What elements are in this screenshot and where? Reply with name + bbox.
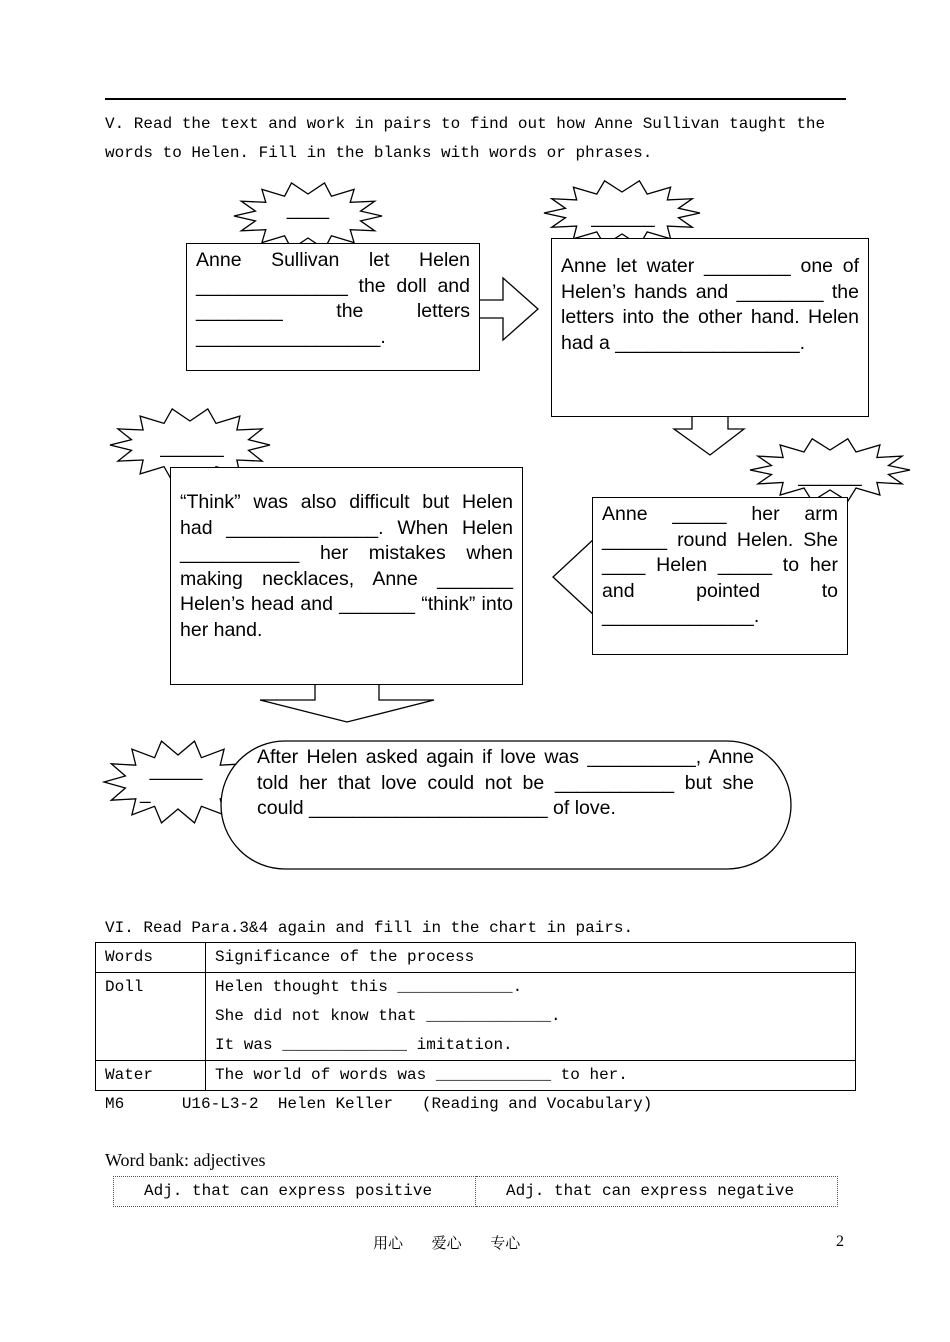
star-label-5a: _____	[149, 760, 203, 781]
arrow-right	[477, 278, 538, 340]
word-bank-table	[113, 1176, 838, 1207]
lesson-code: M6	[105, 1095, 125, 1113]
doll-line-1: Helen thought this ____________.	[215, 978, 523, 996]
row-word-water: Water	[96, 1061, 206, 1091]
doll-line-2: She did not know that _____________.	[215, 1007, 561, 1025]
word-bank-negative: Adj. that can express negative	[476, 1177, 838, 1207]
star-label-5b: _	[140, 783, 151, 804]
row-doll-lines	[206, 973, 856, 1061]
footer-motto-2: 爱心	[431, 1234, 462, 1252]
table-row	[96, 1061, 856, 1091]
chart-header-row	[96, 943, 856, 973]
table-row	[96, 973, 856, 1061]
flow-box-1: Anne Sullivan let Helen ______________ the doll and ________ the letters _________________.	[186, 243, 480, 371]
star-label-2: ______	[591, 207, 655, 228]
arrow-left	[553, 538, 595, 616]
lesson-unit: U16-L3-2	[181, 1095, 259, 1113]
star-label-3: ______	[160, 437, 224, 458]
star-label-4: ______	[798, 466, 862, 487]
word-bank-positive: Adj. that can express positive	[114, 1177, 476, 1207]
star-label-1: ____	[286, 199, 330, 220]
table-row	[114, 1177, 838, 1207]
section5-instruction-line2: words to Helen. Fill in the blanks with words or phrases.	[105, 144, 653, 162]
doll-line-3: It was _____________ imitation.	[215, 1036, 513, 1054]
arrow-down-1	[674, 414, 744, 455]
footer-motto-1: 用心	[373, 1234, 404, 1252]
header-significance: Significance of the process	[206, 943, 856, 973]
arrow-down-2	[260, 684, 434, 722]
oval-text: After Helen asked again if love was __________, Anne told her that love could not be ___________ but she could ______________________ of love.	[257, 746, 754, 819]
significance-chart	[95, 942, 856, 1091]
row-word-doll: Doll	[96, 973, 206, 1061]
word-bank-heading: Word bank: adjectives	[105, 1150, 266, 1170]
lesson-subtitle: (Reading and Vocabulary)	[421, 1095, 653, 1113]
flow-box-2: Anne let water ________ one of Helen’s hands and ________ the letters into the other hand. Helen had a _________________.	[551, 238, 869, 417]
section6-instruction: VI. Read Para.3&4 again and fill in the chart in pairs.	[105, 919, 634, 937]
footer-motto-3: 专心	[490, 1234, 521, 1252]
flow-box-3: Anne _____ her arm ______ round Helen. She ____ Helen _____ to her and pointed to ______________.	[592, 497, 848, 655]
lesson-title-line	[105, 1090, 652, 1119]
footer-motto	[373, 1232, 520, 1253]
lesson-title: Helen Keller	[277, 1095, 394, 1113]
flow-box-4: “Think” was also difficult but Helen had ______________. When Helen ___________ her mistakes when making necklaces, Anne _______ Helen’s head and _______ “think” into her hand.	[170, 467, 523, 685]
row-water-line: The world of words was ____________ to her.	[206, 1061, 856, 1091]
section5-instruction-line1: V. Read the text and work in pairs to find out how Anne Sullivan taught the	[105, 115, 826, 133]
page-number: 2	[836, 1233, 844, 1250]
header-words: Words	[96, 943, 206, 973]
